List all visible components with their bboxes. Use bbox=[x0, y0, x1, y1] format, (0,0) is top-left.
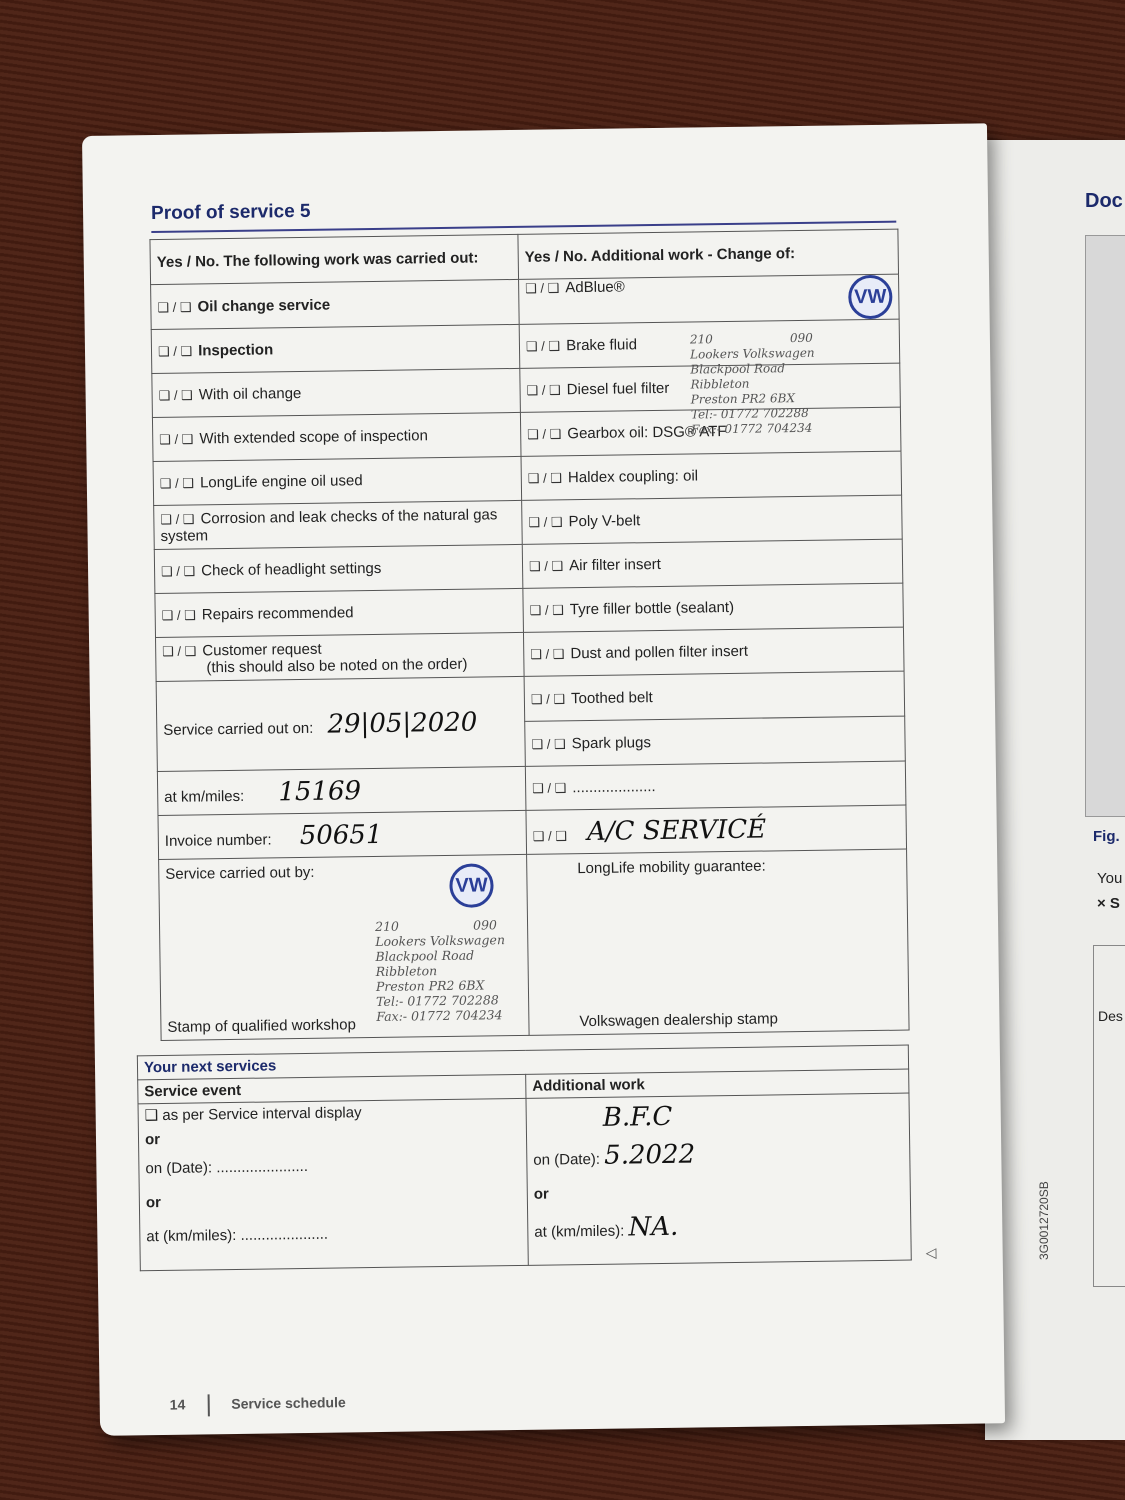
adjacent-figure bbox=[1085, 235, 1125, 817]
left-item[interactable]: ❑ / ❑ Repairs recommended bbox=[155, 588, 524, 637]
left-item[interactable]: ❑ / ❑ Customer request (this should also be noted on the order) bbox=[156, 632, 525, 681]
yes-no-checkbox[interactable]: ❑ / ❑ bbox=[527, 470, 563, 486]
yes-no-checkbox[interactable]: ❑ / ❑ bbox=[160, 563, 196, 579]
extra-work-cell[interactable] bbox=[526, 805, 907, 854]
right-item[interactable]: ❑ / ❑ AdBlue® VW bbox=[519, 274, 900, 324]
adjacent-table bbox=[1093, 945, 1125, 1287]
km-label: at km/miles: bbox=[164, 787, 245, 806]
service-date-label: Service carried out on: bbox=[163, 719, 314, 739]
additional-work-value[interactable]: B.F.C bbox=[602, 1101, 673, 1133]
right-item[interactable]: ❑ / ❑ Spark plugs bbox=[525, 716, 906, 766]
right-item[interactable]: ❑ / ❑ Diesel fuel filter bbox=[520, 363, 901, 412]
next-date-field[interactable]: on (Date): ...................... bbox=[145, 1157, 309, 1178]
yes-no-checkbox[interactable]: ❑ / ❑ bbox=[158, 387, 193, 403]
dealer-stamp: 210 090 Lookers Volkswagen Blackpool Road Ribbleton Preston PR2 6BX Tel:- 01772 702288 Fax:- 01772 704234 bbox=[374, 917, 506, 1024]
service-page bbox=[82, 123, 1005, 1436]
adjacent-des: Des bbox=[1098, 1008, 1123, 1024]
yes-no-checkbox[interactable]: ❑ / ❑ bbox=[157, 298, 192, 315]
adjacent-fig-label: Fig. bbox=[1093, 828, 1120, 845]
stamp-label: Stamp of qualified workshop bbox=[167, 1016, 356, 1036]
yes-no-checkbox[interactable]: ❑ / ❑ bbox=[528, 558, 564, 574]
yes-no-checkbox[interactable]: ❑ / ❑ bbox=[532, 827, 568, 844]
yes-no-checkbox[interactable]: ❑ / ❑ bbox=[530, 690, 566, 707]
yes-no-checkbox[interactable]: ❑ / ❑ bbox=[530, 646, 565, 662]
next-km-field[interactable]: at (km/miles): ..................... bbox=[146, 1225, 329, 1246]
extra-work-value[interactable]: A/C SERVICÉ bbox=[586, 814, 767, 847]
left-item[interactable]: ❑ / ❑ With oil change bbox=[152, 368, 521, 417]
left-item[interactable]: ❑ / ❑ With extended scope of inspection bbox=[152, 412, 521, 461]
yes-no-checkbox[interactable]: ❑ / ❑ bbox=[162, 642, 197, 659]
or-label: or bbox=[144, 1131, 161, 1149]
adjacent-code: 3G0012720SB bbox=[1037, 1181, 1051, 1260]
right-item[interactable]: ❑ / ❑ Toothed belt bbox=[524, 671, 905, 721]
interval-option[interactable]: ❑ as per Service interval display bbox=[144, 1104, 362, 1125]
adjacent-page bbox=[985, 140, 1125, 1440]
continue-arrow-icon: ◁ bbox=[925, 1244, 937, 1261]
right-item[interactable]: ❑ / ❑ Gearbox oil: DSG® ATF bbox=[520, 407, 901, 456]
yes-no-checkbox[interactable]: ❑ / ❑ bbox=[532, 780, 567, 796]
yes-no-checkbox[interactable]: ❑ / ❑ bbox=[159, 431, 194, 447]
left-column-header: Yes / No. The following work was carried out: bbox=[150, 234, 519, 284]
right-item[interactable]: ❑ / ❑ .................... bbox=[525, 761, 906, 810]
service-date-cell bbox=[156, 676, 525, 771]
invoice-label: Invoice number: bbox=[164, 830, 272, 850]
right-item[interactable]: ❑ / ❑ Poly V-belt bbox=[522, 495, 903, 544]
adjacent-bullet: × S bbox=[1097, 895, 1120, 912]
page-title: Proof of service 5 bbox=[150, 200, 311, 225]
additional-km-value[interactable]: NA. bbox=[628, 1211, 679, 1243]
yes-no-checkbox[interactable]: ❑ / ❑ bbox=[525, 280, 560, 296]
left-item[interactable]: ❑ / ❑ Check of headlight settings bbox=[154, 544, 523, 593]
yes-no-checkbox[interactable]: ❑ / ❑ bbox=[528, 514, 563, 530]
dealer-label: Volkswagen dealership stamp bbox=[579, 1010, 778, 1031]
yes-no-checkbox[interactable]: ❑ / ❑ bbox=[529, 602, 564, 618]
additional-date-value[interactable]: 5.2022 bbox=[603, 1139, 696, 1171]
workshop-stamp-cell bbox=[159, 854, 529, 1040]
vw-logo-icon: VW bbox=[449, 863, 494, 908]
right-item[interactable]: ❑ / ❑ Brake fluid 210 090 Lookers Volkswagen Blackpool Road Ribbleton Preston PR2 6BX Tel:- 01772 702288 Fax:- 01772 704234 bbox=[519, 319, 900, 368]
left-item[interactable]: ❑ / ❑ Inspection bbox=[151, 324, 520, 373]
additional-work-header: Additional work bbox=[526, 1069, 909, 1098]
footer-divider bbox=[207, 1394, 209, 1416]
vw-logo-icon: VW bbox=[848, 275, 893, 320]
next-services-table bbox=[137, 1045, 912, 1272]
mobility-label: LongLife mobility guarantee: bbox=[577, 857, 766, 878]
left-item[interactable]: ❑ / ❑ Oil change service bbox=[151, 279, 520, 329]
invoice-cell bbox=[158, 810, 527, 859]
or-label: or bbox=[145, 1194, 162, 1212]
right-column-header: Yes / No. Additional work - Change of: bbox=[518, 229, 899, 279]
yes-no-checkbox[interactable]: ❑ / ❑ bbox=[159, 475, 195, 491]
right-item[interactable]: ❑ / ❑ Tyre filler bottle (sealant) bbox=[523, 583, 904, 632]
left-item[interactable]: ❑ / ❑ Corrosion and leak checks of the natural gas system bbox=[154, 500, 523, 549]
adjacent-title: Doc bbox=[1085, 190, 1123, 212]
dealer-stamp-small: 210 090 Lookers Volkswagen Blackpool Road Ribbleton Preston PR2 6BX Tel:- 01772 702288 Fax:- 01772 704234 bbox=[689, 330, 815, 437]
km-cell bbox=[157, 766, 526, 815]
yes-no-checkbox[interactable]: ❑ / ❑ bbox=[160, 510, 195, 527]
adjacent-text: You bbox=[1097, 870, 1123, 887]
service-event-cell bbox=[138, 1098, 528, 1270]
service-by-label: Service carried out by: bbox=[165, 863, 315, 883]
yes-no-checkbox[interactable]: ❑ / ❑ bbox=[527, 426, 562, 442]
service-date-value[interactable]: 29|05|2020 bbox=[327, 707, 478, 740]
yes-no-checkbox[interactable]: ❑ / ❑ bbox=[157, 343, 193, 359]
next-services-title: Your next services bbox=[137, 1045, 908, 1080]
page-footer bbox=[170, 1392, 346, 1416]
right-item[interactable]: ❑ / ❑ Dust and pollen filter insert bbox=[523, 627, 904, 676]
service-event-header: Service event bbox=[138, 1074, 526, 1103]
km-value[interactable]: 15169 bbox=[278, 775, 362, 807]
yes-no-checkbox[interactable]: ❑ / ❑ bbox=[531, 735, 566, 752]
right-item[interactable]: ❑ / ❑ Air filter insert bbox=[522, 539, 903, 588]
additional-work-cell: B.F.C on (Date): 5.2022 or at (km/miles): NA. bbox=[526, 1093, 911, 1265]
yes-no-checkbox[interactable]: ❑ / ❑ bbox=[525, 338, 561, 354]
left-item[interactable]: ❑ / ❑ LongLife engine oil used bbox=[153, 456, 522, 505]
invoice-value[interactable]: 50651 bbox=[299, 819, 383, 851]
yes-no-checkbox[interactable]: ❑ / ❑ bbox=[161, 607, 196, 623]
section-name: Service schedule bbox=[231, 1394, 346, 1412]
or-label: or bbox=[533, 1185, 549, 1203]
service-table bbox=[149, 229, 909, 1041]
dealership-stamp-cell bbox=[527, 849, 909, 1035]
right-item[interactable]: ❑ / ❑ Haldex coupling: oil bbox=[521, 451, 902, 500]
page-number: 14 bbox=[169, 1396, 186, 1413]
yes-no-checkbox[interactable]: ❑ / ❑ bbox=[526, 382, 561, 398]
